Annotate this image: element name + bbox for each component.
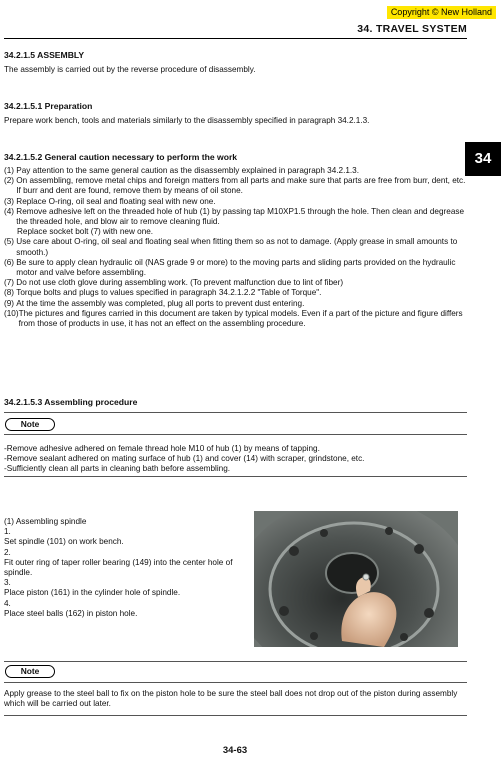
note-line: -Remove sealant adhered on mating surface of hub (1) and cover (14) with scraper, grindstone, etc. [4,454,365,464]
spindle-assembly-photo [254,511,458,647]
chapter-tab: 34 [465,142,501,176]
step-line: Place piston (161) in the cylinder hole of spindle. [4,588,181,598]
photo-illustration [254,511,458,647]
list-item: (9) At the time the assembly was completed, plug all ports to prevent dust entering. [4,298,305,308]
list-item: (6) Be sure to apply clean hydraulic oil (NAS grade 9 or more) to the moving parts and sliding parts provided on the hydraulic motor and valve before assembling. [4,257,456,278]
page-number: 34-63 [222,745,248,756]
list-item: Replace socket bolt (7) with new one. [17,227,154,237]
section-title: 34. TRAVEL SYSTEM [357,23,467,35]
list-item: (8) Torque bolts and plugs to values specified in paragraph 34.2.1.2.2 "Table of Torque". [4,288,322,298]
assembling-procedure-heading: 34.2.1.5.3 Assembling procedure [4,397,138,407]
note-badge: Note [5,418,55,431]
preparation-text: Prepare work bench, tools and materials similarly to the disassembly specified in paragraph 34.2.1.3. [4,116,370,125]
assembly-heading: 34.2.1.5 ASSEMBLY [4,50,85,60]
list-item: (7) Do not use cloth glove during assembling work. (To prevent malfunction due to lint of fiber) [4,278,344,288]
step-line: Fit outer ring of taper roller bearing (149) into the center hole of spindle. [4,557,233,578]
procedure-rule [4,412,467,413]
header-rule [4,38,467,39]
list-item: (2) On assembling, remove metal chips and foreign matters from all parts and make sure that parts are free from burr, dent, etc. If burr and dent are found, remove them by means of oil stone. [4,176,466,196]
assembly-text: The assembly is carried out by the reverse procedure of disassembly. [4,65,256,74]
step-line: Set spindle (101) on work bench. [4,537,124,547]
list-item: (5) Use care about O-ring, oil seal and floating seal when fitting them so as not to damage. (Apply grease in small amounts to smooth.) [4,237,458,257]
note-rule-top [4,434,467,435]
list-item: (4) Remove adhesive left on the threaded hole of hub (1) by passing tap M10XP1.5 through the hole. Then clean and degrease the threaded hole, and blow air to remove cleaning fluid. [4,206,465,227]
note-badge-2: Note [5,665,55,678]
note-text [4,444,470,475]
list-item: (10) The pictures and figures carried in this document are taken by typical models. Even if a part of the picture and figure differs from those of products in use, it has not an effect on the assembling procedure. [4,308,463,329]
step-line: (1) Assembling spindle [4,517,87,526]
step-line: 2. [4,547,11,557]
step-line: 3. [4,578,11,588]
note-rule-bottom [4,476,467,477]
general-caution-heading: 34.2.1.5.2 General caution necessary to perform the work [4,152,238,162]
copyright-label: Copyright © New Holland [387,6,496,19]
grease-note-text: Apply grease to the steel ball to fix on the piston hole to be sure the steel ball does not drop out of the piston during assembly which will be carried out later. [4,689,458,709]
note-line: -Sufficiently clean all parts in cleaning bath before assembling. [4,464,231,474]
note2-rule-mid [4,682,467,683]
assembly-steps [4,517,249,619]
note2-rule-top [4,661,467,662]
step-line: 1. [4,527,11,537]
caution-list [4,166,470,329]
list-item: (1) Pay attention to the same general caution as the disassembly explained in paragraph 34.2.1.3. [4,166,360,175]
step-line: 4. [4,598,11,608]
note2-rule-bottom [4,715,467,716]
step-line: Place steel balls (162) in piston hole. [4,608,138,618]
preparation-heading: 34.2.1.5.1 Preparation [4,101,93,111]
note-line: -Remove adhesive adhered on female thread hole M10 of hub (1) by means of tapping. [4,444,320,453]
list-item: (3) Replace O-ring, oil seal and floating seal with new one. [4,196,216,206]
